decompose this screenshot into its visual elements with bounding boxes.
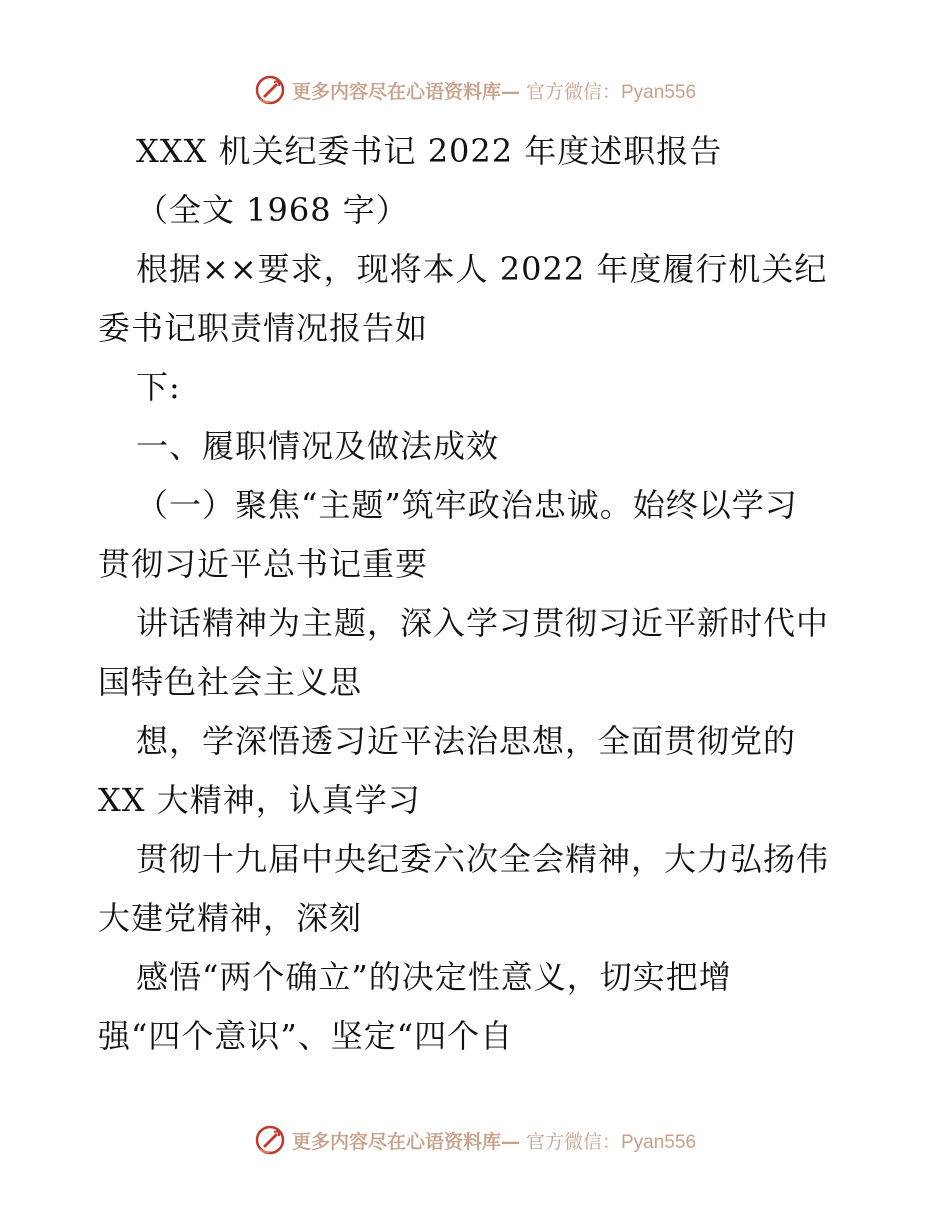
paragraph-line: 根据××要求，现将本人 2022 年度履行机关纪	[136, 250, 828, 288]
paragraph-line: 下:	[136, 368, 181, 406]
paragraph-line: 委书记职责情况报告如	[98, 309, 429, 347]
watermark-banner-bottom	[0, 1120, 950, 1160]
paragraph-line: 想，学深悟透习近平法治思想，全面贯彻党的	[136, 722, 797, 760]
watermark-brand-text: 更多内容尽在心语资料库—	[291, 80, 520, 103]
section-heading: 一、履职情况及做法成效	[136, 427, 500, 465]
logo-icon	[254, 74, 286, 106]
logo-icon	[254, 1124, 286, 1156]
paragraph-line: 感悟“两个确立”的决定性意义，切实把增	[136, 958, 732, 996]
subsection-heading: （一）聚焦“主题”筑牢政治忠诚。始终以学习	[136, 486, 798, 524]
paragraph-line: 贯彻习近平总书记重要	[98, 545, 429, 583]
watermark-banner-top	[0, 70, 950, 110]
document-title: XXX 机关纪委书记 2022 年度述职报告	[136, 132, 723, 170]
word-count-note: （全文 1968 字）	[136, 191, 409, 229]
paragraph-line: 贯彻十九届中央纪委六次全会精神，大力弘扬伟	[136, 840, 830, 878]
paragraph-line: 强“四个意识”、坚定“四个自	[98, 1017, 514, 1055]
paragraph-line: 大建党精神，深刻	[98, 899, 363, 937]
paragraph-line: 讲话精神为主题，深入学习贯彻习近平新时代中	[136, 604, 830, 642]
paragraph-line: XX 大精神，认真学习	[98, 781, 421, 819]
paragraph-line: 国特色社会主义思	[98, 663, 363, 701]
document-body	[98, 122, 868, 1066]
watermark-wechat-text: 官方微信：Pyan556	[526, 1131, 697, 1153]
watermark-wechat-text: 官方微信：Pyan556	[526, 81, 697, 103]
watermark-brand-text: 更多内容尽在心语资料库—	[291, 1130, 520, 1153]
